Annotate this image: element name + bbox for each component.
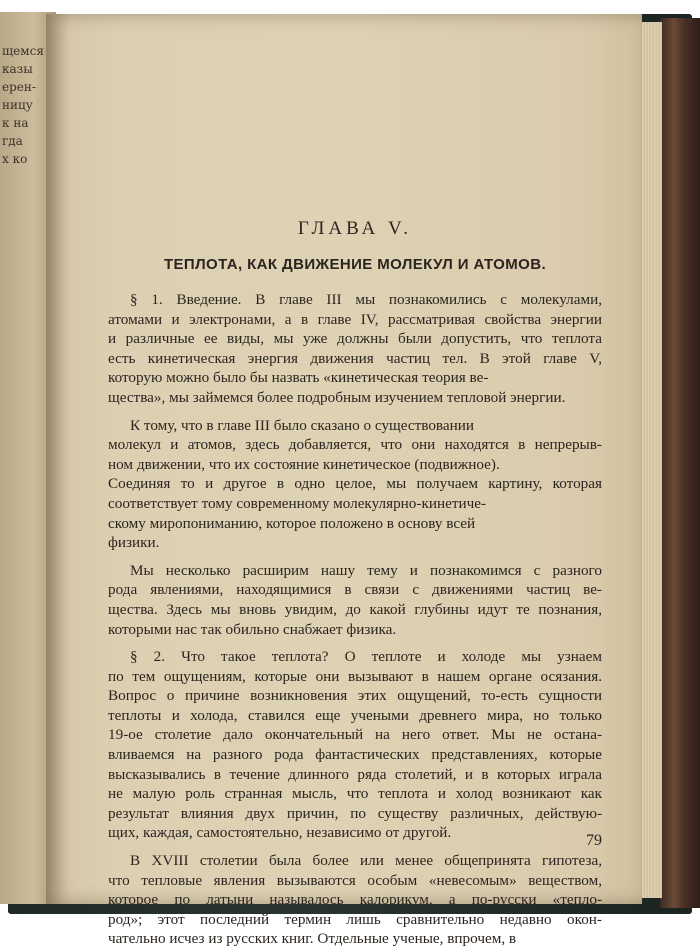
cover-edge bbox=[660, 18, 700, 908]
text-line: результат влияния двух причин, по существу различных, действую- bbox=[108, 804, 602, 822]
text-line: § 2. Что такое теплота? О теплоте и холоде мы узнаем bbox=[130, 648, 602, 666]
left-page-fragment: к на bbox=[2, 116, 29, 130]
text-line: В XVIII столетии была более или менее общепринята гипотеза, bbox=[130, 852, 602, 870]
text-line: соответствует тому современному молекулярно-кинетиче- bbox=[108, 494, 487, 512]
text-line: высказывались в течение длинного ряда столетий, и в которых играла bbox=[108, 765, 602, 783]
paragraph-gap bbox=[108, 843, 602, 851]
text-line: щества. Здесь мы вновь увидим, до какой глубины идут те познания, bbox=[108, 600, 602, 618]
body-text bbox=[108, 290, 602, 949]
text-line: что тепловые явления вызываются особым «невесомым» веществом, bbox=[108, 871, 602, 889]
text-line: которое по латыни называлось калорикум, а по-русски «тепло- bbox=[108, 891, 602, 909]
text-line: вливаемся на разного рода фантастических представлениях, которые bbox=[108, 746, 602, 764]
text-line: Соединяя то и другое в одно целое, мы получаем картину, которая bbox=[108, 475, 602, 493]
text-line: молекул и атомов, здесь добавляется, что они находятся в непрерыв- bbox=[108, 436, 602, 454]
left-page-fragment: ницу bbox=[2, 98, 33, 112]
text-line: скому миропониманию, которое положено в основу всей bbox=[108, 514, 476, 532]
text-line: физики. bbox=[108, 534, 160, 552]
left-page-fragment: х ко bbox=[2, 152, 28, 166]
text-line: есть кинетическая энергия движения частиц тел. В этой главе V, bbox=[108, 349, 602, 367]
text-line: § 1. Введение. В главе III мы познакомились с молекулами, bbox=[130, 291, 602, 308]
text-line: ном движении, что их состояние кинетическое (подвижное). bbox=[108, 455, 500, 473]
text-line: и различные ее виды, мы уже должны были допустить, что теплота bbox=[108, 330, 602, 348]
left-page-fragment: ерен- bbox=[2, 80, 36, 94]
text-line: щих, каждая, самостоятельно, независимо от другой. bbox=[108, 824, 452, 842]
text-line: чательно исчез из русских книг. Отдельные ученые, впрочем, в bbox=[108, 930, 517, 948]
text-line: не малую роль странная мысль, что теплота и холод возникают как bbox=[108, 785, 602, 803]
paragraph-gap bbox=[108, 553, 602, 561]
paragraph-gap bbox=[108, 639, 602, 647]
text-line: 19-ое столетие дало окончательный на него ответ. Мы не остана- bbox=[108, 726, 602, 744]
text-line: по тем ощущениям, которые они вызывают в нашем органе осязания. bbox=[108, 667, 602, 685]
text-line: рода явлениями, находящимися в связи с движениями частиц ве- bbox=[108, 581, 602, 599]
chapter-title: ТЕПЛОТА, КАК ДВИЖЕНИЕ МОЛЕКУЛ И АТОМОВ. bbox=[163, 256, 547, 273]
text-line: которыми нас так обильно снабжает физика. bbox=[108, 620, 397, 638]
page-number: 79 bbox=[586, 832, 602, 849]
chapter-heading: ГЛАВА V. bbox=[297, 218, 413, 239]
left-page-text-fragments bbox=[2, 42, 42, 168]
text-line: атомами и электронами, а в главе IV, рассматривая свойства энергии bbox=[108, 310, 602, 328]
text-line: теплоты и холода, ставился еще учеными древнего мира, но только bbox=[108, 706, 602, 724]
text-line: которую можно было бы назвать «кинетическая теория ве- bbox=[108, 369, 489, 387]
text-line: Мы несколько расширим нашу тему и познакомимся с разного bbox=[130, 561, 602, 579]
left-page-fragment: гда bbox=[2, 134, 23, 148]
right-page bbox=[46, 14, 642, 948]
text-line: Вопрос о причине возникновения этих ощущений, то-есть сущности bbox=[108, 687, 602, 705]
text-line: К тому, что в главе III было сказано о существовании bbox=[130, 416, 475, 434]
paragraph-gap bbox=[108, 408, 602, 416]
text-line: род»; этот последний термин лишь сравнительно недавно окон- bbox=[108, 910, 602, 928]
text-line: щества», мы займемся более подробным изучением тепловой энергии. bbox=[108, 388, 566, 406]
left-page-fragment: щемся bbox=[2, 44, 44, 58]
left-page-fragment: казы bbox=[2, 62, 33, 76]
